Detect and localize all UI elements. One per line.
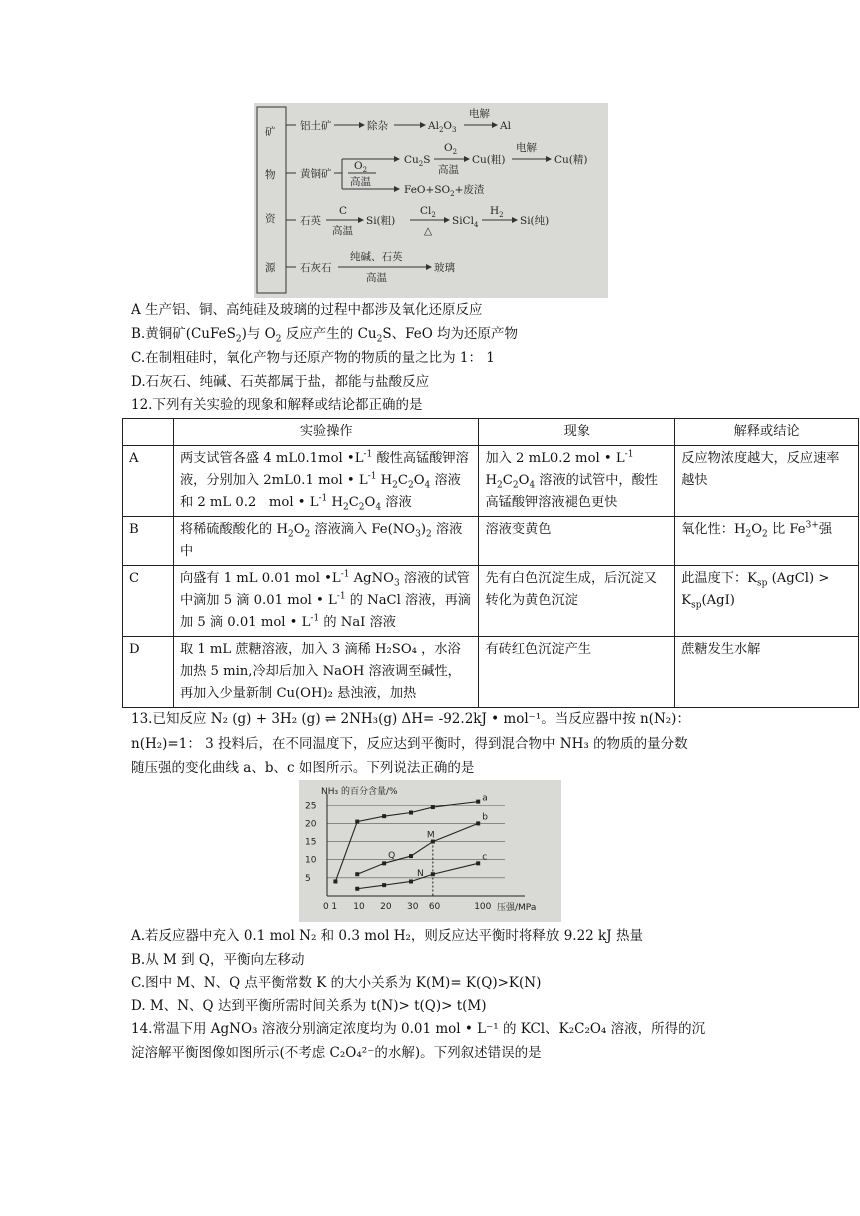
data-point [355,887,359,891]
series-label: c [482,852,488,863]
svg-text:电解: 电解 [469,108,490,120]
side-char: 源 [265,262,276,274]
operation-cell: 两支试管各盛 4 mL0.1mol $•L^{-1}$ 酸性高锰酸钾溶液，分别加入 2mL0.1 mol • $L^{-1}$ $H_2C_2O_4$ 溶液和 2 mL 0.2 mol • $L^{-1}$ $H_2C_2O_4$ 溶液 [173,446,479,517]
phenomenon-cell: 有砖红色沉淀产生 [479,637,675,708]
q14-stem-line1: 14.常温下用 AgNO₃ 溶液分别滴定浓度均为 0.01 mol • L⁻¹ 的 KCl、K₂C₂O₄ 溶液，所得的沉 [131,1021,706,1037]
product-al: Al [500,120,511,132]
svg-text:Cu2S: $Cu_2S$ [404,154,431,168]
operation-cell: 取 1 mL 蔗糖溶液，加入 3 滴稀 H₂SO₄ ，水浴加热 5 min,冷却后加入 NaOH 溶液调至碱性，再加入少量新制 Cu(OH)₂ 悬浊液，加热 [173,637,479,708]
q12-stem: 12.下列有关实验的现象和解释或结论都正确的是 [131,397,423,413]
alumina: $Al_2O_3$ [428,120,457,134]
table-header-cell: 现象 [479,419,675,446]
svg-text:纯碱、石英: 纯碱、石英 [350,251,403,263]
table-row [123,637,859,708]
row-label: B [123,517,174,566]
svg-text:高温: 高温 [438,164,459,176]
q11-option-c: C.在制粗硅时，氧化产物与还原产物的物质的量之比为 1： 1 [131,350,495,366]
phenomenon-cell: 先有白色沉淀生成，后沉淀又转化为黄色沉淀 [479,566,675,637]
operation-cell: 向盛有 1 mL 0.01 mol $•L^{-1}$ AgNO$_3$ 溶液的试管中滴加 5 滴 0.01 mol • $L^{-1}$ 的 NaCl 溶液，再滴加 5 滴 0.01 mol • $L^{-1}$ 的 NaI 溶液 [173,566,479,637]
q13-stem-line2: n(H₂)=1： 3 投料后，在不同温度下，反应达到平衡时，得到混合物中 NH₃ 的物质的量分数 [131,736,688,752]
y-tick-label: 20 [305,819,317,830]
svg-text:FeO+SO2+废渣: $FeO+SO_2+$废渣 [404,184,485,198]
x-tick-label: 0 [323,902,329,912]
data-point [431,805,435,809]
y-tick-label: 5 [305,873,311,884]
series-label: a [482,793,488,804]
mineral-resources-figure [254,103,608,298]
data-point [409,811,413,815]
series-label: b [482,812,488,823]
data-point [382,861,386,865]
svg-text:Si(纯): Si(纯) [520,215,550,227]
nh3-chart [299,780,561,922]
q14-stem-line2: 淀溶解平衡图像如图所示(不考虑 C₂O₄²⁻的水解)。下列叙述错误的是 [131,1045,542,1061]
x-tick-label: 10 [353,902,365,912]
table-row [123,517,859,566]
table-row [123,566,859,637]
point-label-m: M [426,830,435,841]
table-header-row [123,419,859,446]
svg-text:Si(粗): Si(粗) [366,215,396,227]
svg-text:C: C [339,205,348,217]
q13-option-b: B.从 M 到 Q，平衡向左移动 [131,952,305,968]
row-label: D [123,637,174,708]
table-row [123,446,859,517]
svg-text:Cl2: $Cl_2$ [420,205,436,219]
svg-text:O2: $O_2$ [354,160,368,174]
conclusion-cell: 此温度下：$K_{sp}$ (AgCl) > $K_{sp}(AgI)$ [675,566,859,637]
svg-text:Cu(精): Cu(精) [554,154,588,166]
svg-text:SiCl4: SiCl$_4$ [452,215,479,229]
data-point [476,821,480,825]
y-tick-label: 10 [305,855,317,866]
svg-text:高温: 高温 [332,225,353,237]
y-tick-label: 25 [305,801,317,812]
svg-text:△: △ [424,225,433,237]
series-line-b [357,823,478,874]
x-tick-label: 60 [428,902,441,912]
svg-text:电解: 电解 [516,142,537,154]
q13-stem-line1: 13.已知反应 N₂ (g) + 3H₂ (g) ⇌ 2NH₃(g) ΔH= -92.2kJ • mol⁻¹。当反应器中按 n(N₂)： [131,711,690,727]
conclusion-cell: 反应物浓度越大，反应速率越快 [675,446,859,517]
ore-quartz: 石英 [300,215,321,227]
phenomenon-cell: 加入 2 mL0.2 mol • $L^{-1}$ $H_2C_2O_4$ 溶液的试管中，酸性高锰酸钾溶液褪色更快 [479,446,675,517]
svg-text:Cu(粗): Cu(粗) [472,154,506,166]
row-label: A [123,446,174,517]
q13-stem-line3: 随压强的变化曲线 a、b、c 如图所示。下列说法正确的是 [131,760,475,776]
q13-option-d: D. M、N、Q 达到平衡所需时间关系为 t(N)> t(Q)> t(M) [131,998,487,1014]
q11-option-a: A 生产铝、铜、高纯硅及玻璃的过程中都涉及氧化还原反应 [131,302,483,318]
data-point [382,814,386,818]
q13-option-a: A.若反应器中充入 0.1 mol N₂ 和 0.3 mol H₂，则反应达平衡时将释放 9.22 kJ 热量 [131,928,643,944]
table-header-cell: 解释或结论 [675,419,859,446]
x-tick-label: 1 [331,902,338,912]
data-point [333,879,337,883]
q12-table [122,418,859,708]
data-point [409,854,413,858]
side-char: 物 [265,169,276,181]
q11-option-d: D.石灰石、纯碱、石英都属于盐，都能与盐酸反应 [131,374,430,390]
row-label: C [123,566,174,637]
x-tick-label: 30 [407,902,419,912]
table-header-cell [123,419,174,446]
side-char: 资 [265,213,276,225]
conclusion-cell: 蔗糖发生水解 [675,637,859,708]
svg-text:高温: 高温 [350,176,371,188]
phenomenon-cell: 溶液变黄色 [479,517,675,566]
table-header-cell: 实验操作 [173,419,479,446]
y-tick-label: 15 [305,837,317,848]
chart-ylabel: NH₃ 的百分含量/% [321,787,398,797]
ore-bauxite: 铝土矿 [300,120,332,132]
conclusion-cell: 氧化性：$H_2O_2$ 比 $Fe^{3+}$强 [675,517,859,566]
q11-option-b: B.黄铜矿(CuFeS$_2$)与 $O_2$ 反应产生的 $Cu_2S$、FeO 均为还原产物 [131,326,519,345]
x-tick-label: 20 [380,902,392,912]
operation-cell: 将稀硫酸酸化的 $H_2O_2$ 溶液滴入 $Fe(NO_3)_2$ 溶液中 [173,517,479,566]
svg-text:玻璃: 玻璃 [434,262,455,274]
data-point [476,861,480,865]
data-point [355,872,359,876]
side-char: 矿 [265,126,276,138]
x-tick-label: 100 [474,902,492,912]
chart-xlabel: 压强/MPa [497,903,537,913]
q13-option-c: C.图中 M、N、Q 点平衡常数 K 的大小关系为 K(M)= K(Q)>K(N) [131,975,542,991]
ore-chalcopyrite: 黄铜矿 [300,168,332,180]
step-impurity: 除杂 [367,120,388,132]
point-label-n: N [417,869,424,880]
data-point [409,879,413,883]
data-point [476,800,480,804]
svg-text:高温: 高温 [366,272,387,284]
ore-limestone: 石灰石 [300,262,332,274]
data-point [355,820,359,824]
point-label-q: Q [388,851,396,862]
svg-text:H2: $H_2$ [490,205,504,219]
data-point [382,883,386,887]
svg-text:O2: $O_2$ [444,142,458,156]
